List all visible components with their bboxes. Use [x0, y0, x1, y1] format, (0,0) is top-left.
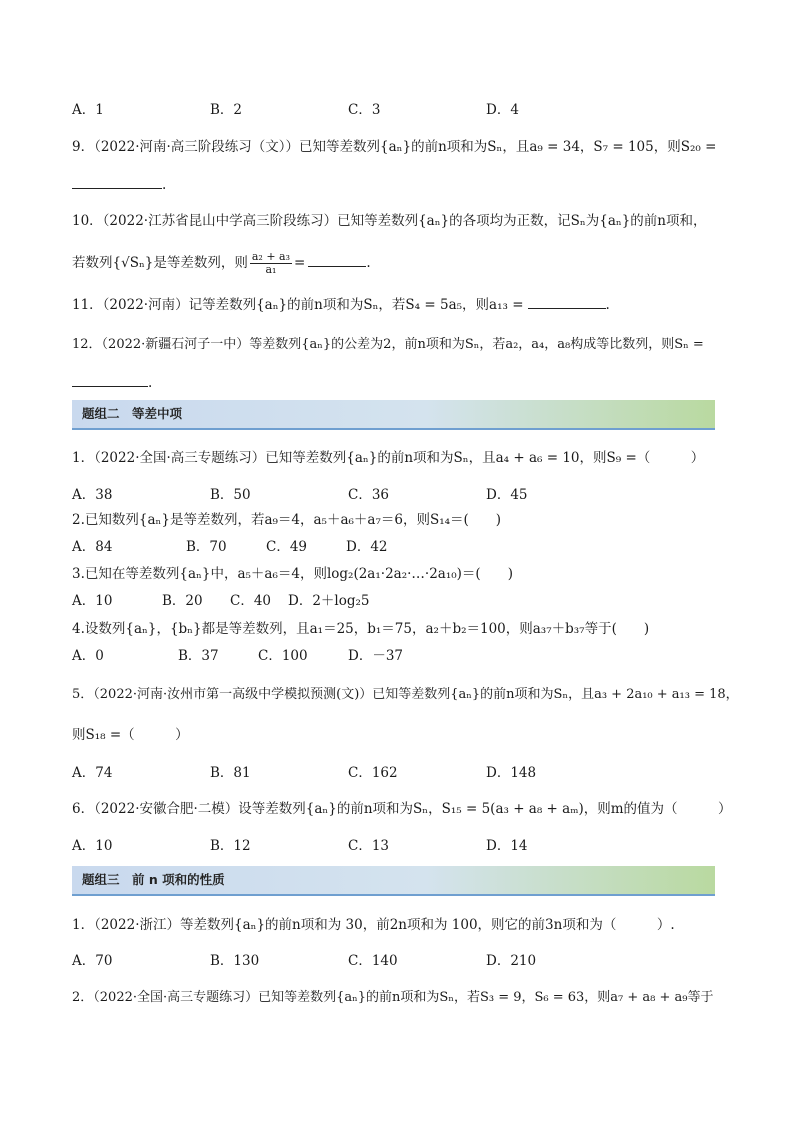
option-c: C．3 — [348, 102, 381, 118]
option-a: A．0 — [72, 648, 104, 664]
option-c: C．13 — [348, 838, 390, 854]
s2-question-5 — [72, 685, 739, 705]
s2-question-3-options — [72, 591, 732, 611]
answer-blank[interactable] — [308, 252, 366, 267]
option-a: A．10 — [72, 593, 113, 609]
s2-question-1-text: 1．（2022·全国·高三专题练习）已知等差数列{aₙ}的前n项和为Sₙ，且a₄ + a₆ = 10，则S₉ =（ ） — [72, 450, 705, 466]
option-a: A．70 — [72, 953, 113, 969]
s3-question-1-options — [72, 951, 732, 971]
section-header-3 — [72, 866, 715, 896]
s2-question-1 — [72, 448, 704, 468]
option-b: B．50 — [210, 487, 251, 503]
fraction-denominator: a₁ — [265, 263, 277, 276]
option-a: A．74 — [72, 765, 113, 781]
answer-blank[interactable] — [72, 372, 148, 387]
answer-blank[interactable] — [72, 174, 162, 189]
option-b: B．70 — [186, 539, 227, 555]
s2-question-3 — [72, 564, 513, 584]
option-b: B．37 — [178, 648, 219, 664]
period: . — [162, 177, 167, 193]
option-a: A．10 — [72, 838, 113, 854]
s2-question-2 — [72, 510, 501, 530]
s2-question-4-options — [72, 646, 732, 666]
question-9-text: 9．（2022·河南·高三阶段练习（文））已知等差数列{aₙ}的前n项和为Sₙ，且a₉ = 34，S₇ = 105，则S₂₀ = — [72, 139, 717, 155]
option-b: B．81 — [210, 765, 251, 781]
option-d: D．－37 — [348, 648, 404, 664]
option-a: A．38 — [72, 487, 113, 503]
section-title: 题组三 前 n 项和的性质 — [82, 872, 225, 887]
question-10-line2 — [72, 250, 371, 276]
option-d: D．210 — [486, 953, 537, 969]
s2-question-2-text: 2.已知数列{aₙ}是等差数列，若a₉＝4，a₅＋a₆＋a₇＝6，则S₁₄＝( ) — [72, 512, 502, 528]
option-d: D．45 — [486, 487, 528, 503]
option-d: D．2＋log₂5 — [288, 593, 370, 609]
question-12-text: 12．（2022·新疆石河子一中）等差数列{aₙ}的公差为2，前n项和为Sₙ，若a₂，a₄，a₈构成等比数列，则Sₙ = — [72, 337, 704, 352]
option-d: D．42 — [346, 539, 388, 555]
question-12 — [72, 335, 704, 355]
s2-question-6-text: 6．（2022·安徽合肥·二模）设等差数列{aₙ}的前n项和为Sₙ，S₁₅ = 5(a₃ + a₈ + aₘ)，则m的值为（ ） — [72, 801, 732, 817]
option-c: C．40 — [230, 593, 272, 609]
s2-question-4-text: 4.设数列{aₙ}，{bₙ}都是等差数列，且a₁＝25，b₁＝75，a₂＋b₂＝100，则a₃₇＋b₃₇等于( ) — [72, 621, 650, 637]
s3-question-1 — [72, 915, 675, 935]
option-d: D．148 — [486, 765, 537, 781]
option-b: B．2 — [210, 102, 243, 118]
option-b: B．20 — [162, 593, 203, 609]
option-d: D．14 — [486, 838, 528, 854]
question-11 — [72, 294, 610, 315]
s2-question-5-options — [72, 763, 732, 783]
s2-question-5-line2 — [72, 725, 189, 745]
answer-blank[interactable] — [528, 294, 606, 309]
s2-question-4 — [72, 619, 649, 639]
s3-question-2-text: 2．（2022·全国·高三专题练习）已知等差数列{aₙ}的前n项和为Sₙ，若S₃ = 9，S₆ = 63，则a₇ + a₈ + a₉等于 — [72, 990, 714, 1005]
option-b: B．130 — [210, 953, 260, 969]
option-d: D．4 — [486, 102, 519, 118]
option-a: A．84 — [72, 539, 113, 555]
option-c: C．49 — [266, 539, 308, 555]
s2-question-6-options — [72, 836, 732, 856]
s2-question-1-options — [72, 485, 732, 505]
fraction — [250, 251, 292, 276]
equals-sign: = — [294, 255, 306, 271]
s3-question-1-text: 1．（2022·浙江）等差数列{aₙ}的前n项和为 30，前2n项和为 100，则它的前3n项和为（ ）. — [72, 917, 675, 933]
option-b: B．12 — [210, 838, 251, 854]
question-9 — [72, 137, 716, 157]
period: . — [366, 255, 371, 271]
option-c: C．162 — [348, 765, 398, 781]
option-a: A．1 — [72, 102, 104, 118]
question-10 — [72, 211, 707, 231]
question-10-line1: 10．（2022·江苏省昆山中学高三阶段练习）已知等差数列{aₙ}的各项均为正数，记Sₙ为{aₙ}的前n项和， — [72, 213, 707, 229]
period: . — [148, 375, 153, 391]
section-title: 题组二 等差中项 — [82, 406, 183, 421]
question-10-line2-text: 若数列{√Sₙ}是等差数列，则 — [72, 255, 248, 271]
period: . — [605, 297, 610, 313]
s2-question-6 — [72, 799, 732, 819]
s2-question-2-options — [72, 537, 732, 557]
q8-options — [72, 100, 732, 120]
option-c: C．140 — [348, 953, 398, 969]
question-9-answer — [72, 174, 166, 195]
s2-question-3-text: 3.已知在等差数列{aₙ}中，a₅＋a₆＝4，则log₂(2a₁·2a₂·…·2a₁₀)＝( ) — [72, 566, 513, 582]
question-11-text: 11．（2022·河南）记等差数列{aₙ}的前n项和为Sₙ，若S₄ = 5a₅，则a₁₃ = — [72, 297, 524, 313]
question-12-answer — [72, 372, 152, 393]
s2-question-5-line2-text: 则S₁₈ =（ ） — [72, 727, 189, 743]
fraction-numerator: a₂ + a₃ — [251, 250, 291, 263]
s2-question-5-line1: 5．（2022·河南·汝州市第一高级中学模拟预测(文)）已知等差数列{aₙ}的前n项和为Sₙ，且a₃ + 2a₁₀ + a₁₃ = 18， — [72, 687, 739, 702]
s3-question-2 — [72, 988, 714, 1008]
section-header-2 — [72, 400, 715, 430]
option-c: C．36 — [348, 487, 390, 503]
option-c: C．100 — [258, 648, 308, 664]
